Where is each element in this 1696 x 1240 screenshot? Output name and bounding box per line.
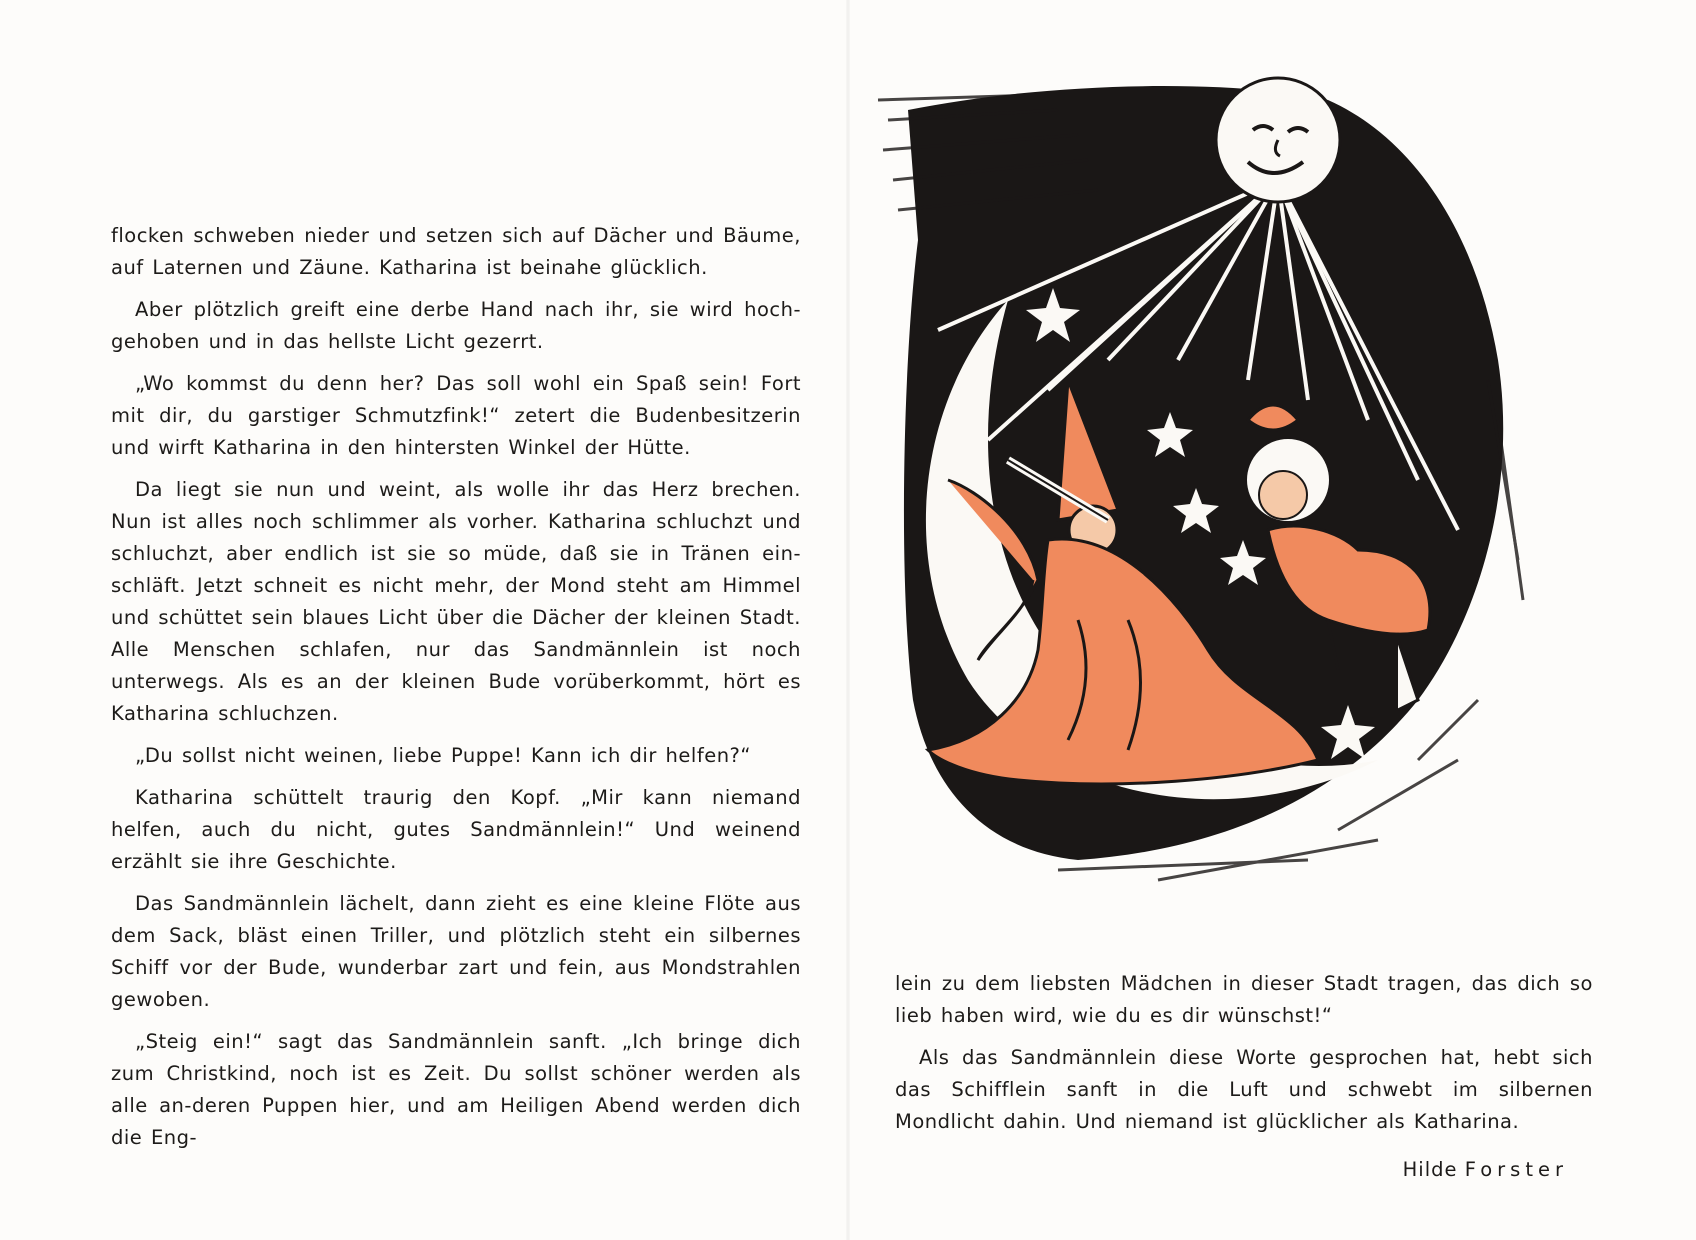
paragraph-3: „Wo kommst du denn her? Das soll wohl ein Spaß sein! Fort mit dir, du garstiger Schmutzfink!“ zetert die Budenbesitzerin und wirft Katharina in den hintersten Winkel der Hütte. [111, 372, 801, 459]
paragraph-7: Das Sandmännlein lächelt, dann zieht es eine kleine Flöte aus dem Sack, bläst einen Triller, und plötzlich steht ein silbernes Schiff vor der Bude, wunderbar zart und fein, aus Mondstrahlen gewoben. [111, 892, 801, 1011]
paragraph-5: „Du sollst nicht weinen, liebe Puppe! Kann ich dir helfen?“ [135, 744, 751, 767]
moon-illustration [858, 60, 1648, 940]
paragraph-9: lein zu dem liebsten Mädchen in dieser Stadt tragen, das dich so lieb haben wird, wie du es dir wünschst!“ [895, 972, 1593, 1027]
paragraph-8: „Steig ein!“ sagt das Sandmännlein sanft. „Ich bringe dich zum Christkind, noch ist es Zeit. Du sollst schöner werden als alle an-deren Puppen hier, und am Heiligen Abend werden dich die Eng- [111, 1030, 801, 1149]
paragraph-10: Als das Sandmännlein diese Worte gesprochen hat, hebt sich das Schifflein sanft in die Luft und schwebt im silbernen Mondlicht dahin. Und niemand ist glücklicher als Katharina. [895, 1046, 1593, 1133]
author-first-name: Hilde [1402, 1158, 1458, 1181]
paragraph-2: Aber plötzlich greift eine derbe Hand nach ihr, sie wird hoch-gehoben und in das hellste Licht gezerrt. [111, 298, 801, 353]
moon-face [1216, 78, 1340, 202]
author-signature [1403, 1158, 1568, 1181]
right-page [848, 0, 1696, 1240]
left-text-column [111, 220, 801, 1164]
paragraph-4: Da liegt sie nun und weint, als wolle ihr das Herz brechen. Nun ist alles noch schlimmer als vorher. Katharina schluchzt und schluchzt, aber endlich ist sie so müde, daß sie in Tränen ein-schläft. Jetzt schneit es nicht mehr, der Mond steht am Himmel und schüttet sein blaues Licht über die Dächer der kleinen Stadt. Alle Menschen schlafen, nur das Sandmännlein ist noch unterwegs. Als es an der kleinen Bude vorüberkommt, hört es Katharina schluchzen. [111, 478, 801, 725]
right-text-column [895, 968, 1593, 1148]
paragraph-1: flocken schweben nieder und setzen sich auf Dächer und Bäume, auf Laternen und Zäune. Katharina ist beinahe glücklich. [111, 224, 801, 279]
paragraph-6: Katharina schüttelt traurig den Kopf. „Mir kann niemand helfen, auch du nicht, gutes Sandmännlein!“ Und weinend erzählt sie ihre Geschichte. [111, 786, 801, 873]
author-last-name: Forster [1464, 1158, 1568, 1181]
